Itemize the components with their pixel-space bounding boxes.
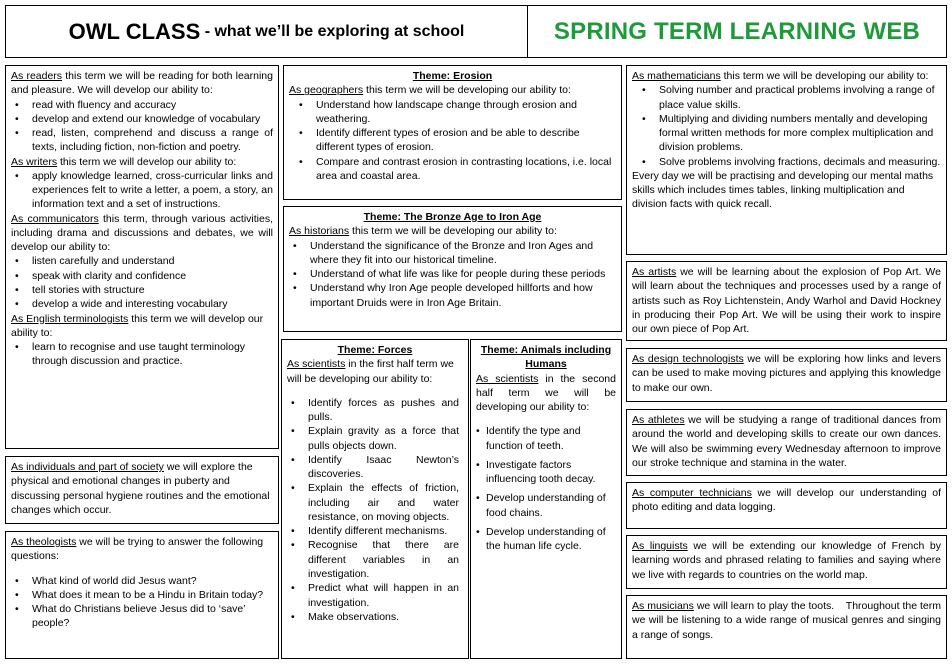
- list-item: • develop a wide and interesting vocabulary: [11, 297, 273, 311]
- design-body: we will be exploring how links and levers can be used to make moving pictures and applying this knowledge to make our own.: [632, 353, 941, 394]
- computer-label: As computer technicians: [632, 487, 752, 499]
- page-title: OWL CLASS: [68, 18, 201, 44]
- design-label: As design technologists: [632, 353, 744, 365]
- list-item: • Solving number and practical problems involving a range of place value skills.: [638, 83, 941, 112]
- communicators-intro: [11, 212, 273, 255]
- list-item: • read with fluency and accuracy: [11, 98, 273, 112]
- page-subtitle: - what we’ll be exploring at school: [200, 22, 465, 40]
- bronze-age-panel: [283, 206, 622, 332]
- list-item: • develop and extend our knowledge of vocabulary: [11, 112, 273, 126]
- linguists-panel: [626, 535, 947, 589]
- list-item: • Predict what will happen in an investigation.: [287, 581, 459, 610]
- list-item: • Investigate factors influencing tooth decay.: [476, 458, 616, 487]
- list-item: • What kind of world did Jesus want?: [11, 574, 273, 588]
- society-text: [11, 460, 273, 517]
- mathematicians-label: As mathematicians: [632, 70, 721, 82]
- list-item: • Explain the effects of friction, including air and water resistance, on moving objects.: [287, 481, 459, 524]
- musicians-text: [632, 599, 944, 642]
- list-item: • Develop understanding of food chains.: [476, 491, 616, 520]
- erosion-intro-text: this term we will be developing our ability to:: [363, 84, 571, 97]
- list-item: • Understand of what life was like for people during these periods: [289, 267, 616, 281]
- list-item: • What does it mean to be a Hindu in Britain today?: [11, 588, 273, 602]
- forces-title: Theme: Forces: [337, 344, 413, 356]
- forces-intro: [287, 357, 463, 386]
- maths-panel: [626, 65, 947, 255]
- writers-label: As writers: [11, 155, 58, 168]
- musicians-body: we will learn to play the toots. Throughout the term we will be listening to a wide range of musical genres and singing a range of songs.: [632, 600, 944, 641]
- computer-text: [632, 486, 941, 515]
- erosion-intro: [289, 83, 616, 97]
- terminologists-label-prefix: As English: [11, 312, 64, 325]
- readers-list: [11, 98, 273, 155]
- list-item: • learn to recognise and use taught terminology through discussion and practice.: [11, 340, 273, 369]
- list-item: • Make observations.: [287, 610, 459, 624]
- communicators-list: [11, 254, 273, 311]
- maths-list: [632, 83, 941, 169]
- computer-body: we will develop our understanding of photo editing and data logging.: [632, 487, 942, 514]
- terminologists-label: terminologists: [63, 312, 129, 325]
- list-item: • Identify forces as pushes and pulls.: [287, 396, 459, 425]
- bronze-age-title: Theme: The Bronze Age to Iron Age: [363, 211, 542, 223]
- list-item: • Identify different mechanisms.: [287, 524, 459, 538]
- animals-intro: [476, 372, 616, 415]
- owl-class-header: [5, 5, 528, 58]
- geographers-label: As geographers: [289, 84, 364, 97]
- terminologists-intro-text: this term we will develop our ability to:: [11, 312, 264, 339]
- readers-intro: [11, 69, 273, 98]
- list-item: • Explain gravity as a force that pulls objects down.: [287, 424, 459, 453]
- design-text: [632, 352, 941, 395]
- list-item: • Develop understanding of the human life cycle.: [476, 525, 616, 554]
- readers-label: As readers: [11, 70, 63, 82]
- animals-panel: [470, 339, 622, 659]
- forces-panel: [281, 339, 469, 659]
- spacer: [476, 414, 616, 424]
- artists-body: we will be learning about the explosion of Pop Art. We will learn about the techniques and processes used by a range of artists such as Roy Lichtenstein, Andy Warhol and David Hockney in producing their Pop Art. We will be using their work to inspire our own piece of Pop Art.: [632, 266, 941, 336]
- spring-title: SPRING TERM LEARNING WEB: [553, 17, 921, 45]
- spacer: [287, 386, 463, 396]
- linguists-label: As linguists: [632, 540, 688, 552]
- linguists-text: [632, 539, 941, 582]
- bronze-age-intro-text: this term we will be developing our ability to:: [349, 225, 557, 238]
- list-item: • What do Christians believe Jesus did to ‘save’ people?: [11, 602, 273, 631]
- spring-term-header: [527, 5, 947, 58]
- theologists-intro-text: we will be trying to answer the following questions:: [11, 536, 264, 563]
- erosion-list: [289, 98, 616, 184]
- communicators-intro-text: this term, through various activities, including drama and discussions and debates, we will develop our ability to:: [11, 212, 273, 254]
- writers-intro: [11, 155, 273, 169]
- musicians-label: As musicians: [632, 600, 694, 612]
- list-item: • Identify different types of erosion and be able to describe different types of erosion.: [295, 126, 616, 155]
- list-item: • Identify the type and function of teeth.: [476, 424, 616, 453]
- maths-intro: [632, 69, 941, 83]
- society-panel: [5, 456, 279, 524]
- list-item: • Multiplying and dividing numbers mentally and developing formal written methods for more complex multiplication and division problems.: [638, 112, 941, 155]
- theologists-intro: [11, 535, 273, 564]
- writers-list: [11, 169, 273, 212]
- theologists-list: [11, 574, 273, 631]
- list-item: • Understand how landscape change through erosion and weathering.: [295, 98, 616, 127]
- terminologists-intro: [11, 312, 273, 341]
- terminologists-list: [11, 340, 273, 369]
- design-panel: [626, 348, 947, 402]
- erosion-title: Theme: Erosion: [412, 70, 493, 82]
- animals-title: Theme: Animals including Humans: [480, 344, 612, 371]
- list-item: • Understand why Iron Age people developed hillforts and how important Druids were in Iron Age Britain.: [289, 281, 616, 310]
- animals-scientists-label: As scientists: [476, 372, 539, 385]
- list-item: • Compare and contrast erosion in contrasting locations, i.e. local area and coastal area.: [295, 155, 616, 184]
- athletes-panel: [626, 409, 947, 476]
- list-item: • listen carefully and understand: [11, 254, 273, 268]
- communicators-label: As communicators: [11, 212, 99, 225]
- society-body: we will explore the physical and emotional changes in puberty and discussing personal hygiene routines and the emotional changes which occur.: [11, 461, 270, 516]
- maths-footer: Every day we will be practising and developing our mental maths skills which includes times tables, linking multiplication and division facts with quick recall.: [632, 169, 934, 211]
- list-item: • Identify Isaac Newton’s discoveries.: [287, 453, 459, 482]
- historians-label: As historians: [289, 225, 350, 238]
- maths-intro-text: this term we will be developing our ability to:: [720, 70, 929, 82]
- erosion-panel: [283, 65, 622, 200]
- forces-intro-text: in the first half term we will be developing our ability to:: [287, 358, 454, 385]
- readers-intro-text: this term we will be reading for both learning and pleasure. We will develop our ability to:: [11, 70, 273, 97]
- list-item: • Understand the significance of the Bronze and Iron Ages and where they fit into our historical timeline.: [289, 239, 616, 268]
- musicians-panel: [626, 595, 947, 659]
- list-item: • speak with clarity and confidence: [11, 269, 273, 283]
- writers-intro-text: this term we will develop our ability to:: [57, 155, 237, 168]
- artists-text: [632, 265, 941, 336]
- bronze-age-list: [289, 239, 616, 310]
- literacy-panel: [5, 65, 279, 449]
- forces-scientists-label: As scientists: [287, 358, 346, 371]
- list-item: • tell stories with structure: [11, 283, 273, 297]
- artists-label: As artists: [632, 266, 677, 278]
- list-item: • Recognise that there are different variables in an investigation.: [287, 538, 459, 581]
- artists-panel: [626, 261, 947, 341]
- theologists-label: As theologists: [11, 536, 77, 548]
- computer-panel: [626, 482, 947, 529]
- list-item: • read, listen, comprehend and discuss a range of texts, including fiction, non-fiction and poetry.: [11, 126, 273, 155]
- spacer: [11, 564, 273, 574]
- animals-intro-text: in the second half term we will be developing our ability to:: [476, 372, 616, 414]
- athletes-text: [632, 413, 941, 470]
- forces-list: [287, 396, 463, 624]
- society-label: As individuals and part of society: [11, 461, 164, 473]
- theologists-panel: [5, 531, 279, 659]
- list-item: • Solve problems involving fractions, decimals and measuring.: [638, 155, 941, 169]
- bronze-age-intro: [289, 224, 616, 238]
- linguists-body: we will be extending our knowledge of French by learning words and phrased relating to families and saying where we live with regards to countries on the world map.: [632, 540, 941, 581]
- athletes-body: we will be studying a range of traditional dances from around the world and developing skills to create our own dances. We will also be swimming every Wednesday afternoon to improve our stroke technique and stamina in the water.: [632, 414, 941, 469]
- list-item: • apply knowledge learned, cross-curricular links and experiences felt to write a letter, a poem, a story, an information text and a set of instructions.: [11, 169, 273, 212]
- animals-list: [476, 424, 616, 553]
- athletes-label: As athletes: [632, 414, 685, 426]
